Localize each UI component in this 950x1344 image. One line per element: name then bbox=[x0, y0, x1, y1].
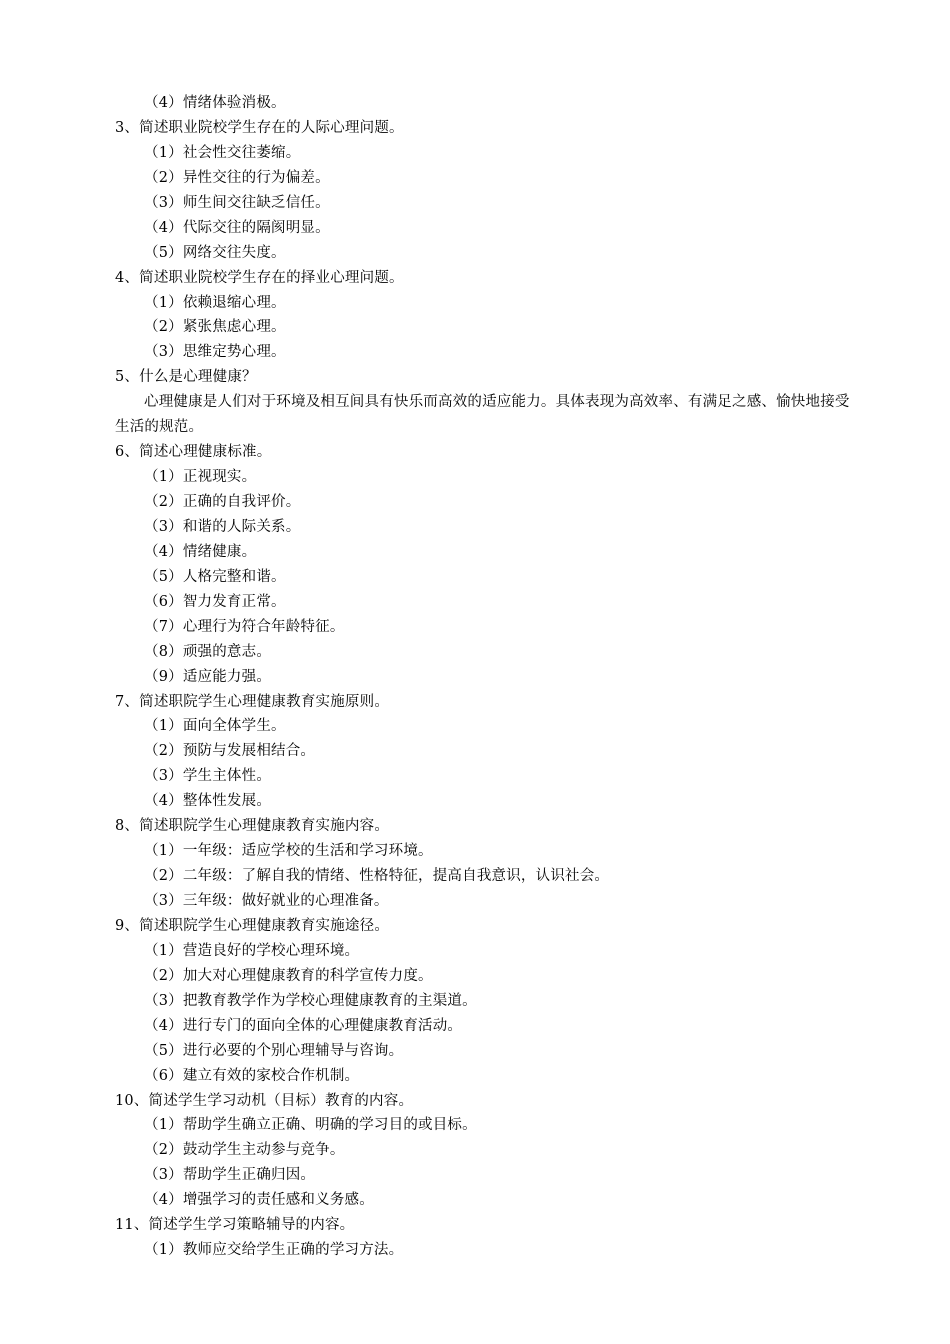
answer-item: （2）加大对心理健康教育的科学宣传力度。 bbox=[144, 967, 433, 984]
answer-item: （2）紧张焦虑心理。 bbox=[144, 319, 286, 336]
question-heading: 9、简述职院学生心理健康教育实施途径。 bbox=[115, 917, 390, 934]
answer-item: （5）人格完整和谐。 bbox=[144, 568, 286, 585]
question-heading: 4、简述职业院校学生存在的择业心理问题。 bbox=[115, 269, 404, 286]
answer-item: （2）预防与发展相结合。 bbox=[144, 743, 316, 760]
answer-item: （1）帮助学生确立正确、明确的学习目的或目标。 bbox=[144, 1117, 477, 1134]
answer-item: （1）一年级：适应学校的生活和学习环境。 bbox=[144, 843, 433, 860]
question-heading: 6、简述心理健康标准。 bbox=[115, 444, 272, 461]
answer-paragraph: 心理健康是人们对于环境及相互间具有快乐而高效的适应能力。具体表现为高效率、有满足之感、愉快地接受生活的规范。 bbox=[115, 394, 850, 436]
question-heading: 5、什么是心理健康？ bbox=[115, 369, 257, 386]
answer-item: （4）情绪体验消极。 bbox=[144, 95, 286, 111]
answer-item: （3）三年级：做好就业的心理准备。 bbox=[144, 893, 389, 910]
answer-item: （3）和谐的人际关系。 bbox=[144, 518, 301, 535]
answer-item: （1）正视现实。 bbox=[144, 469, 257, 486]
answer-item: （2）二年级：了解自我的情绪、性格特征，提高自我意识，认识社会。 bbox=[144, 868, 610, 885]
answer-item: （4）进行专门的面向全体的心理健康教育活动。 bbox=[144, 1017, 463, 1034]
answer-item: （4）代际交往的隔阂明显。 bbox=[144, 219, 330, 236]
answer-item: （4）整体性发展。 bbox=[144, 793, 272, 810]
answer-item: （9）适应能力强。 bbox=[144, 668, 272, 685]
answer-item: （2）正确的自我评价。 bbox=[144, 494, 301, 511]
answer-item: （7）心理行为符合年龄特征。 bbox=[144, 618, 345, 635]
answer-item: （1）社会性交往萎缩。 bbox=[144, 144, 301, 161]
answer-item: （3）帮助学生正确归因。 bbox=[144, 1167, 316, 1184]
document-body bbox=[115, 91, 860, 1263]
question-heading: 7、简述职院学生心理健康教育实施原则。 bbox=[115, 693, 390, 710]
question-heading: 3、简述职业院校学生存在的人际心理问题。 bbox=[115, 119, 404, 136]
answer-item: （1）面向全体学生。 bbox=[144, 718, 286, 735]
answer-item: （8）顽强的意志。 bbox=[144, 643, 272, 660]
question-heading: 10、简述学生学习动机（目标）教育的内容。 bbox=[115, 1092, 414, 1109]
answer-item: （2）异性交往的行为偏差。 bbox=[144, 169, 330, 186]
answer-item: （1）依赖退缩心理。 bbox=[144, 294, 286, 311]
answer-item: （3）师生间交往缺乏信任。 bbox=[144, 194, 330, 211]
answer-item: （1）营造良好的学校心理环境。 bbox=[144, 942, 360, 959]
question-heading: 11、简述学生学习策略辅导的内容。 bbox=[115, 1217, 355, 1234]
answer-item: （3）思维定势心理。 bbox=[144, 344, 286, 361]
answer-item: （4）情绪健康。 bbox=[144, 543, 257, 560]
answer-item: （3）学生主体性。 bbox=[144, 768, 272, 785]
answer-item: （2）鼓动学生主动参与竞争。 bbox=[144, 1142, 345, 1159]
answer-item: （4）增强学习的责任感和义务感。 bbox=[144, 1192, 374, 1209]
question-heading: 8、简述职院学生心理健康教育实施内容。 bbox=[115, 818, 390, 835]
answer-item: （5）网络交往失度。 bbox=[144, 244, 286, 261]
answer-item: （5）进行必要的个别心理辅导与咨询。 bbox=[144, 1042, 404, 1059]
answer-item: （6）智力发育正常。 bbox=[144, 593, 286, 610]
answer-item: （6）建立有效的家校合作机制。 bbox=[144, 1067, 360, 1084]
answer-item: （3）把教育教学作为学校心理健康教育的主渠道。 bbox=[144, 992, 477, 1009]
answer-item: （1）教师应交给学生正确的学习方法。 bbox=[144, 1242, 404, 1259]
